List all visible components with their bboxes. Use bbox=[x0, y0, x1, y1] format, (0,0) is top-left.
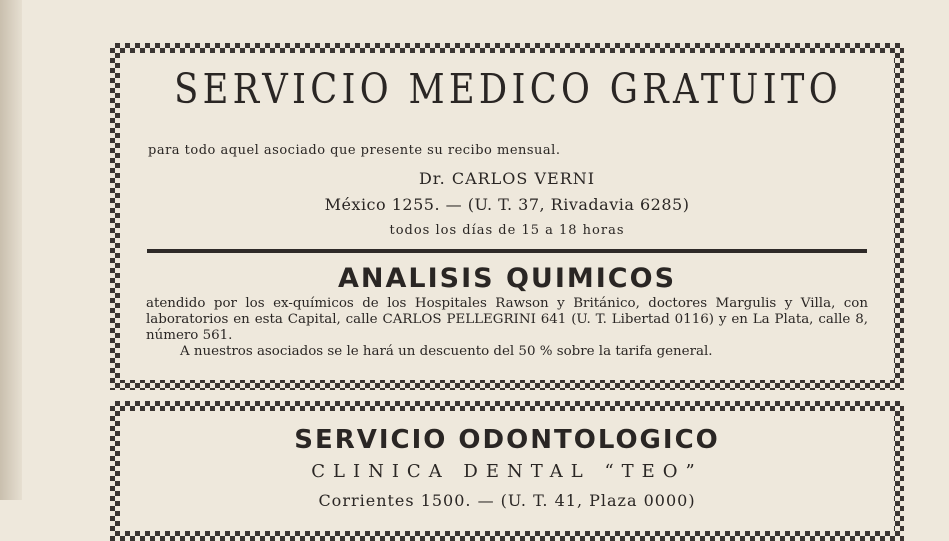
dental-service-ad bbox=[110, 401, 904, 541]
dental-clinic-name: CLINICA DENTAL “TEO” bbox=[311, 461, 703, 482]
medical-service-subtitle: para todo aquel asociado que presente su recibo mensual. bbox=[148, 143, 561, 158]
page-edge bbox=[0, 0, 22, 500]
chemical-analysis-paragraph: atendido por los ex-químicos de los Hospitales Rawson y Británico, doctores Margulis y Villa, con laboratorios en esta Capital, calle CARLOS PELLEGRINI 641 (U. T. Libertad 0116) y en La Plata, calle 8, número 561. bbox=[146, 296, 868, 343]
doctor-name: Dr. CARLOS VERNI bbox=[418, 169, 596, 188]
dental-service-title: SERVICIO ODONTOLOGICO bbox=[294, 425, 720, 455]
section-divider bbox=[147, 249, 867, 253]
discount-note: A nuestros asociados se le hará un descuento del 50 % sobre la tarifa general. bbox=[180, 344, 713, 359]
chemical-analysis-body bbox=[146, 296, 868, 360]
office-hours: todos los días de 15 a 18 horas bbox=[389, 223, 625, 238]
doctor-address: México 1255. — (U. T. 37, Rivadavia 6285) bbox=[324, 195, 690, 214]
medical-service-ad bbox=[110, 43, 904, 390]
chemical-analysis-title: ANALISIS QUIMICOS bbox=[337, 263, 677, 294]
dental-clinic-address: Corrientes 1500. — (U. T. 41, Plaza 0000) bbox=[318, 491, 696, 510]
medical-service-title: SERVICIO MEDICO GRATUITO bbox=[174, 65, 842, 113]
